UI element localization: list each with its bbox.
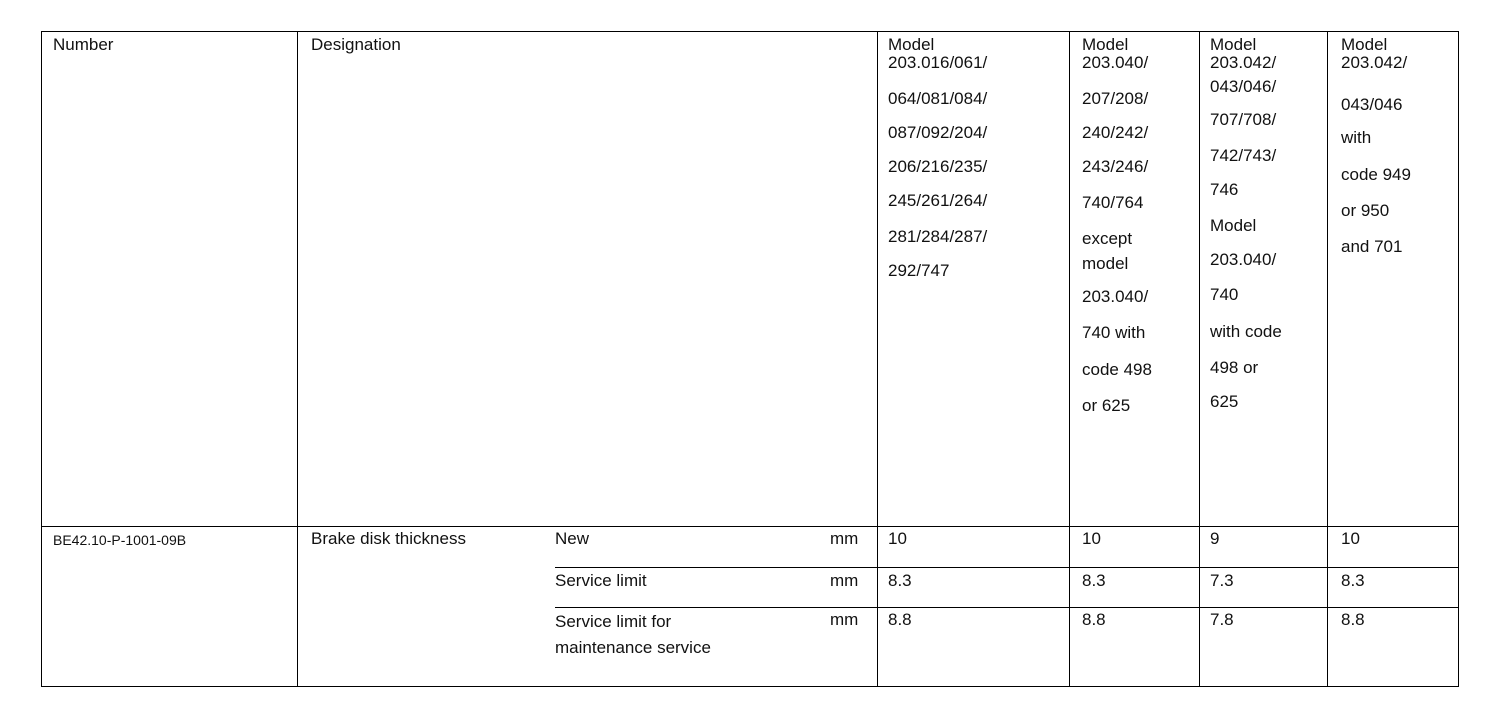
header-line: with code <box>1210 322 1282 341</box>
header-line: code 498 <box>1082 360 1152 379</box>
header-line: 203.040/ <box>1082 287 1149 306</box>
value-cell: 8.3 <box>1341 571 1365 590</box>
subrow-label-line: Service limit for <box>555 612 672 631</box>
header-line: Model <box>888 35 935 54</box>
header-model-col-4 <box>1341 36 1411 256</box>
header-line: 203.042/ <box>1341 53 1408 72</box>
value-cell: 8.3 <box>1082 571 1106 590</box>
header-line: 245/261/264/ <box>888 191 988 210</box>
header-designation: Designation <box>311 35 401 54</box>
header-line: Model <box>1210 35 1257 54</box>
header-line: 203.040/ <box>1082 53 1149 72</box>
header-model-col-3 <box>1210 36 1282 411</box>
header-line: 281/284/287/ <box>888 227 988 246</box>
header-line: 707/708/ <box>1210 110 1277 129</box>
header-line: 203.042/ <box>1210 53 1277 72</box>
header-line: 203.040/ <box>1210 250 1277 269</box>
subrow-label <box>555 613 711 657</box>
header-line: with <box>1341 128 1372 147</box>
header-line: Model <box>1082 35 1129 54</box>
header-line: 740 <box>1210 285 1239 304</box>
header-line: Model <box>1210 216 1257 235</box>
header-model-col-2 <box>1082 36 1152 415</box>
header-line: 740/764 <box>1082 193 1144 212</box>
subrow-unit: mm <box>830 610 859 629</box>
header-line: 206/216/235/ <box>888 157 988 176</box>
header-line: 625 <box>1210 392 1239 411</box>
subrow-unit: mm <box>830 571 859 590</box>
value-cell: 7.8 <box>1210 610 1234 629</box>
value-cell: 8.8 <box>1082 610 1106 629</box>
col-divider <box>1069 32 1070 686</box>
subrow-divider <box>555 567 1458 568</box>
header-line: 292/747 <box>888 261 950 280</box>
header-line: 746 <box>1210 180 1239 199</box>
header-line: code 949 <box>1341 165 1411 184</box>
header-line: except <box>1082 229 1133 248</box>
col-divider <box>877 32 878 686</box>
value-cell: 7.3 <box>1210 571 1234 590</box>
header-model-col-1 <box>888 36 987 282</box>
header-line: model <box>1082 254 1129 273</box>
header-line: 740 with <box>1082 323 1146 342</box>
value-cell: 8.3 <box>888 571 912 590</box>
header-line: or 625 <box>1082 396 1131 415</box>
header-line: 498 or <box>1210 358 1259 377</box>
header-line: and 701 <box>1341 237 1403 256</box>
col-divider <box>1199 32 1200 686</box>
header-number: Number <box>53 35 114 54</box>
value-cell: 10 <box>888 529 907 548</box>
header-line: 064/081/084/ <box>888 89 988 108</box>
header-divider <box>42 526 1458 527</box>
col-divider <box>297 32 298 686</box>
subrow-unit: mm <box>830 529 859 548</box>
value-cell: 8.8 <box>888 610 912 629</box>
value-cell: 9 <box>1210 529 1220 548</box>
value-cell: 8.8 <box>1341 610 1365 629</box>
header-line: 203.016/061/ <box>888 53 988 72</box>
header-line: Model <box>1341 35 1388 54</box>
col-divider <box>1327 32 1328 686</box>
header-line: 043/046 <box>1341 95 1403 114</box>
header-line: 207/208/ <box>1082 89 1149 108</box>
subrow-label: New <box>555 529 590 548</box>
header-line: 243/246/ <box>1082 157 1149 176</box>
header-line: 240/242/ <box>1082 123 1149 142</box>
header-line: 742/743/ <box>1210 146 1277 165</box>
row-designation: Brake disk thickness <box>311 529 466 548</box>
row-number: BE42.10-P-1001-09B <box>53 532 187 548</box>
specification-table <box>41 31 1459 687</box>
value-cell: 10 <box>1082 529 1101 548</box>
header-line: 043/046/ <box>1210 77 1277 96</box>
value-cell: 10 <box>1341 529 1360 548</box>
header-line: 087/092/204/ <box>888 123 988 142</box>
header-line: or 950 <box>1341 201 1390 220</box>
subrow-divider <box>555 607 1458 608</box>
subrow-label: Service limit <box>555 571 647 590</box>
subrow-label-line: maintenance service <box>555 638 711 657</box>
